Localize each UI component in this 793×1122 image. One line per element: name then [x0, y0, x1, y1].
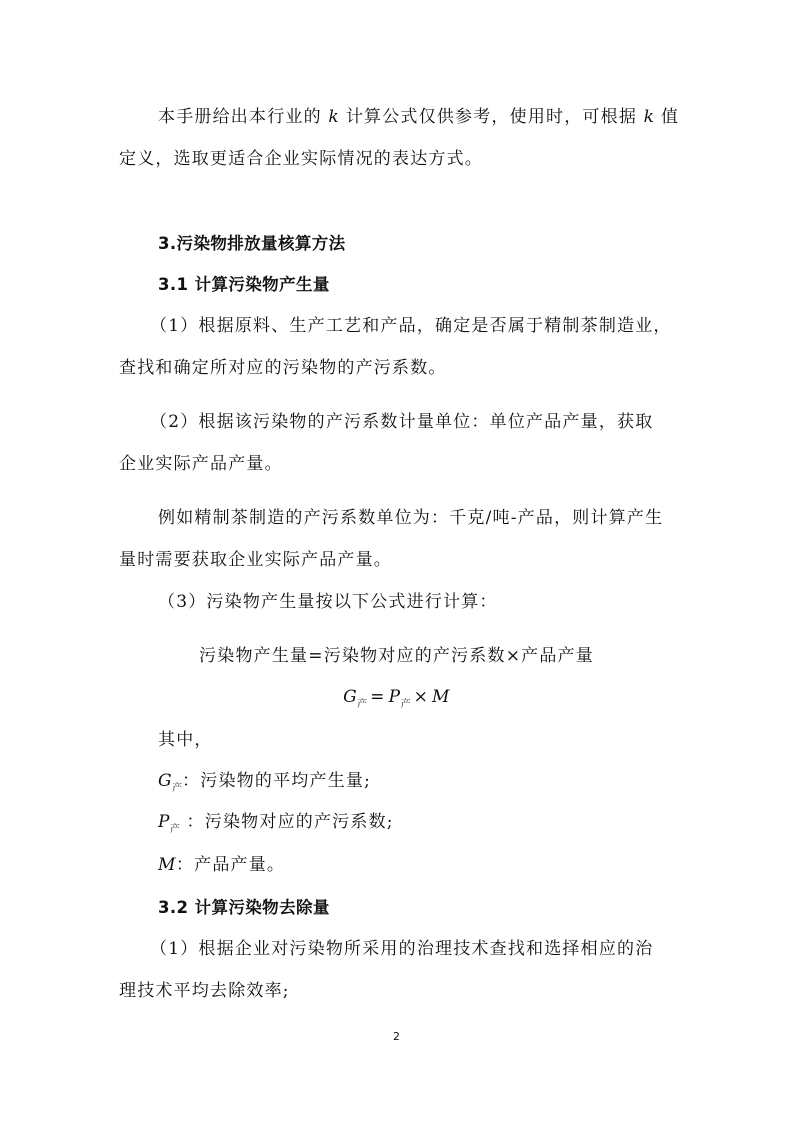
p2-line-1: （2）根据该污染物的产污系数计量单位：单位产品产量，获取	[150, 412, 654, 432]
formula-equals: =	[370, 687, 386, 707]
def-P-desc: 污染物对应的产污系数;	[204, 812, 394, 832]
section-3-1-heading: 3.1 计算污染物产生量	[158, 275, 330, 294]
formula-equation	[0, 686, 793, 711]
definition-M	[158, 854, 285, 876]
math-k-2: k	[643, 107, 655, 127]
s32-p1-line-2: 理技术平均去除效率;	[119, 981, 290, 1001]
intro-line-1	[158, 106, 679, 128]
intro-line-2: 定义，选取更适合企业实际情况的表达方式。	[119, 149, 483, 169]
p3-line-2: 量时需要获取企业实际产品产量。	[119, 550, 392, 570]
math-k-1: k	[328, 107, 340, 127]
formula-G: G	[343, 687, 358, 707]
p1-line-1: （1）根据原料、生产工艺和产品，确定是否属于精制茶制造业，	[150, 316, 672, 336]
formula-G-sub: 产	[357, 699, 368, 710]
p1-line-2: 查找和确定所对应的污染物的产污系数。	[119, 358, 447, 378]
page-number: 2	[393, 1030, 400, 1043]
definition-G	[158, 770, 371, 795]
formula-times: ×	[413, 687, 430, 707]
def-P-symbol: P	[158, 812, 170, 832]
p4-line: （3）污染物产生量按以下公式进行计算：	[158, 592, 498, 612]
intro-text-b: 计算公式仅供参考，使用时，可根据	[339, 107, 644, 127]
intro-text-a: 本手册给出本行业的	[158, 107, 329, 127]
intro-text-c: 值	[654, 107, 680, 127]
def-G-sub: 产	[172, 783, 183, 794]
where-label: 其中，	[158, 730, 213, 750]
definition-P	[158, 811, 394, 836]
def-G-symbol: G	[158, 771, 173, 791]
def-G-sep: ：	[182, 771, 201, 791]
formula-P: P	[388, 687, 401, 707]
section-3-2-heading: 3.2 计算污染物去除量	[158, 898, 330, 917]
s32-p1-line-1: （1）根据企业对污染物所采用的治理技术查找和选择相应的治	[150, 939, 654, 959]
p3-line-1: 例如精制茶制造的产污系数单位为：千克/吨-产品，则计算产生	[158, 508, 664, 528]
def-P-sub: 产	[169, 824, 180, 835]
def-G-desc: 污染物的平均产生量;	[200, 771, 372, 791]
formula-text: 污染物产生量=污染物对应的产污系数×产品产量	[199, 646, 594, 666]
p2-line-2: 企业实际产品产量。	[119, 454, 283, 474]
def-M-symbol: M	[158, 855, 176, 875]
def-M-sep: ：	[175, 855, 195, 875]
formula-M: M	[432, 687, 450, 707]
formula-P-sub: 产	[400, 699, 411, 710]
section-3-heading: 3.污染物排放量核算方法	[158, 234, 346, 253]
def-P-sep: ：	[179, 812, 205, 832]
def-M-desc: 产品产量。	[194, 855, 286, 875]
